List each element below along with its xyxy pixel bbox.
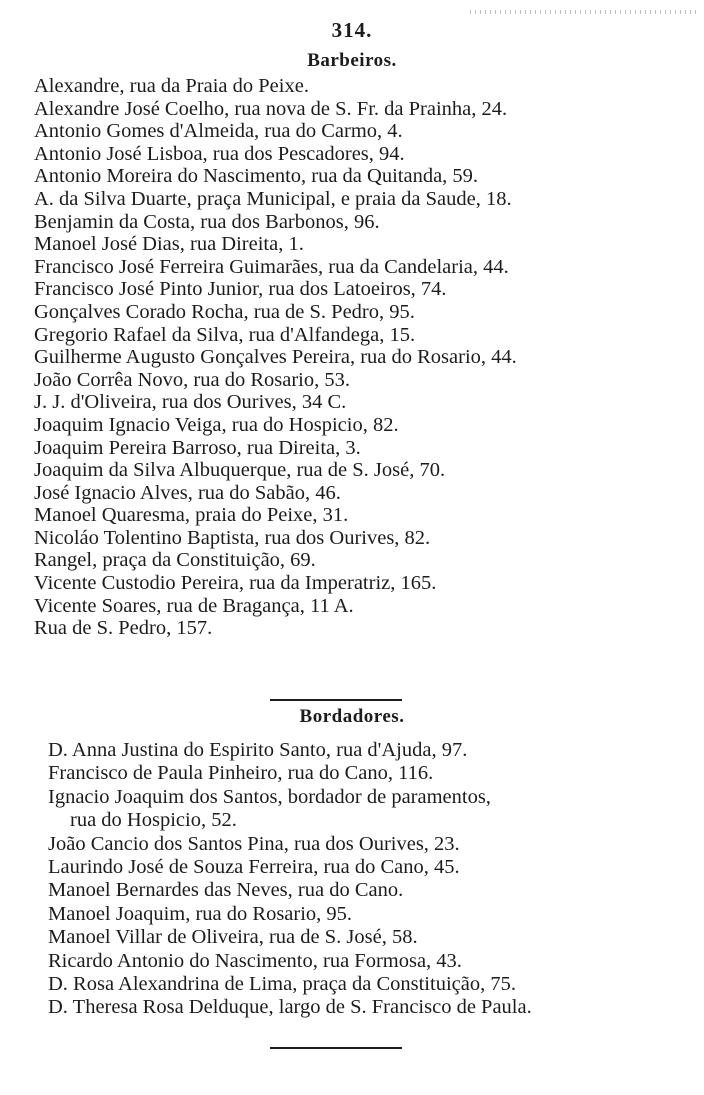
list-item: Antonio José Lisboa, rua dos Pescadores, 94. [34,142,405,165]
list-item: Nicoláo Tolentino Baptista, rua dos Ourives, 82. [34,526,431,549]
list-item: Francisco José Pinto Junior, rua dos Latoeiros, 74. [34,278,447,301]
list-item: Manoel Joaquim, rua do Rosario, 95. [48,902,353,925]
list-item: Joaquim da Silva Albuquerque, rua de S. José, 70. [34,459,446,482]
list-item: Alexandre, rua da Praia do Peixe. [34,75,309,97]
section-divider [270,1047,402,1049]
list-item: Benjamin da Costa, rua dos Barbonos, 96. [34,210,380,233]
list-item: Antonio Gomes d'Almeida, rua do Carmo, 4. [34,120,403,143]
list-item: Ricardo Antonio do Nascimento, rua Formosa, 43. [48,949,462,972]
page-number: 314. [331,18,373,42]
list-item: A. da Silva Duarte, praça Municipal, e praia da Saude, 18. [34,187,512,210]
section-heading-bordadores: Bordadores. [299,706,405,727]
list-item: José Ignacio Alves, rua do Sabão, 46. [34,481,341,504]
list-item: Manoel José Dias, rua Direita, 1. [34,233,304,256]
bordadores-list [0,739,704,1020]
list-item [0,786,658,833]
list-item-text: Ignacio Joaquim dos Santos, bordador de paramentos, [48,785,491,808]
barbeiros-list [0,75,704,640]
list-item: Manoel Villar de Oliveira, rua de S. José, 58. [48,926,418,949]
print-speckle [470,10,700,14]
list-item: Antonio Moreira do Nascimento, rua da Quitanda, 59. [34,165,479,188]
list-item: D. Theresa Rosa Delduque, largo de S. Francisco de Paula. [48,996,532,1019]
list-item: Alexandre José Coelho, rua nova de S. Fr. da Prainha, 24. [34,97,508,120]
list-item: D. Anna Justina do Espirito Santo, rua d'Ajuda, 97. [48,739,468,761]
list-item: Rua de S. Pedro, 157. [34,617,213,640]
list-item: Joaquim Pereira Barroso, rua Direita, 3. [34,436,361,459]
list-item: Rangel, praça da Constituição, 69. [34,549,316,572]
list-item: João Cancio dos Santos Pina, rua dos Ourives, 23. [48,832,460,855]
list-item: João Corrêa Novo, rua do Rosario, 53. [34,368,350,391]
list-item: Vicente Soares, rua de Bragança, 11 A. [34,594,354,617]
section-divider [270,699,402,701]
list-item: Joaquim Ignacio Veiga, rua do Hospicio, 82. [34,413,399,436]
list-item: Manoel Quaresma, praia do Peixe, 31. [34,504,349,527]
list-item: Manoel Bernardes das Neves, rua do Cano. [48,879,404,902]
list-item: Vicente Custodio Pereira, rua da Imperatriz, 165. [34,572,437,595]
list-item: Gonçalves Corado Rocha, rua de S. Pedro, 95. [34,300,415,323]
section-heading-barbeiros: Barbeiros. [307,50,397,71]
list-item: Gregorio Rafael da Silva, rua d'Alfandega, 15. [34,323,416,346]
list-item-continuation: rua do Hospicio, 52. [70,809,237,832]
list-item: J. J. d'Oliveira, rua dos Ourives, 34 C. [34,391,347,414]
list-item: Laurindo José de Souza Ferreira, rua do Cano, 45. [48,856,460,879]
list-item: Guilherme Augusto Gonçalves Pereira, rua do Rosario, 44. [34,346,517,369]
list-item: Francisco de Paula Pinheiro, rua do Cano, 116. [48,762,434,785]
list-item: D. Rosa Alexandrina de Lima, praça da Constituição, 75. [48,973,516,996]
list-item: Francisco José Ferreira Guimarães, rua da Candelaria, 44. [34,255,509,278]
